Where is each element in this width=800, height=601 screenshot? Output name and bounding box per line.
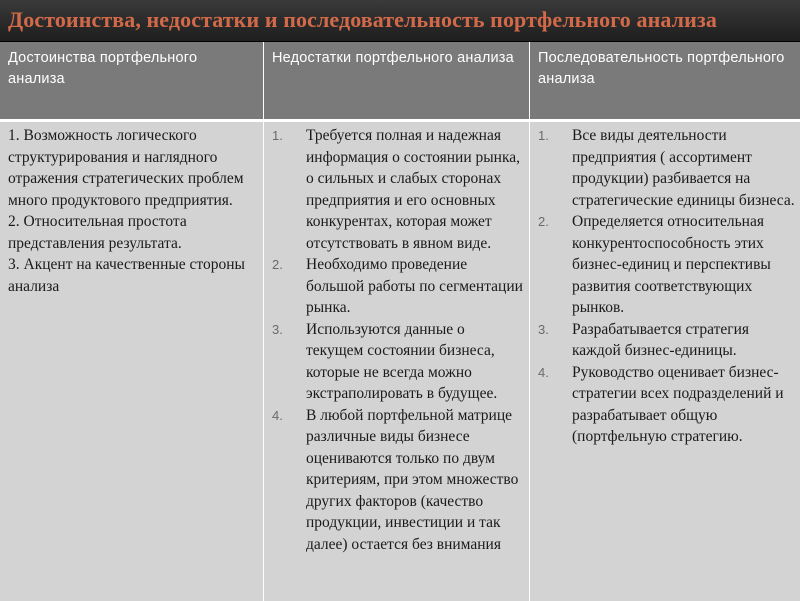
list-item-text: Разрабатывается стратегия каждой бизнес-единицы. — [572, 320, 750, 359]
disadvantages-list — [272, 125, 523, 555]
list-item-text: Используются данные о текущем состоянии бизнеса, которые не всегда можно экстраполировать в будущее. — [306, 320, 498, 402]
list-number: 4. — [272, 407, 283, 423]
table-body-row — [0, 121, 800, 601]
list-number: 4. — [538, 364, 549, 380]
list-item — [538, 125, 796, 211]
list-number: 1. — [538, 128, 549, 143]
advantage-item: 2. Относительная простота представления результата. — [8, 213, 187, 252]
sequence-cell — [530, 122, 800, 601]
advantage-item: 1. Возможность логического структурирования и наглядного отражения стратегических проблем много продуктового предприятия. — [8, 127, 244, 209]
page-title: Достоинства, недостатки и последовательность портфельного анализа — [8, 7, 717, 32]
list-item-text: Определяется относительная конкурентоспособность этих бизнес-единиц и перспективы развития соответствующих рынков. — [572, 213, 771, 316]
list-number: 3. — [538, 321, 549, 337]
list-item-text: Необходимо проведение большой работы по сегментации рынка. — [306, 256, 523, 316]
list-item-text: Все виды деятельности предприятия ( ассортимент продукции) разбивается на стратегические единицы бизнеса. — [572, 127, 795, 209]
list-item — [272, 254, 523, 319]
list-item — [272, 319, 523, 405]
list-item-text: Руководство оценивает бизнес-стратегии всех подразделений и разрабатывает общую (портфельную стратегию. — [572, 363, 784, 445]
list-item — [538, 362, 796, 448]
list-number: 2. — [272, 257, 283, 272]
list-item-text: Требуется полная и надежная информация о состоянии рынка, о сильных и слабых сторонах предприятия и его основных конкурентах, которая может отсутствовать в явном виде. — [306, 127, 521, 252]
list-number: 1. — [272, 128, 283, 143]
list-item — [272, 125, 523, 254]
title-bar — [0, 0, 800, 42]
header-disadvantages: Недостатки портфельного анализа — [264, 42, 530, 119]
table-header-row — [0, 42, 800, 119]
list-item — [538, 319, 796, 362]
list-number: 3. — [272, 321, 283, 337]
advantage-item: 3. Акцент на качественные стороны анализа — [8, 256, 245, 295]
list-item — [272, 405, 523, 556]
header-sequence: Последовательность портфельного анализа — [538, 50, 785, 87]
header-advantages: Достоинства портфельного анализа — [0, 42, 264, 119]
list-item-text: В любой портфельной матрице различные виды бизнесе оцениваются только по двум критериям, при этом множество других факторов (качество продукции, инвестиции и так далее) остается без внимания — [306, 406, 519, 553]
disadvantages-cell — [264, 122, 530, 601]
list-item — [538, 211, 796, 319]
advantages-cell — [0, 122, 264, 601]
sequence-list — [538, 125, 796, 448]
list-number: 2. — [538, 214, 549, 229]
comparison-table — [0, 42, 800, 600]
